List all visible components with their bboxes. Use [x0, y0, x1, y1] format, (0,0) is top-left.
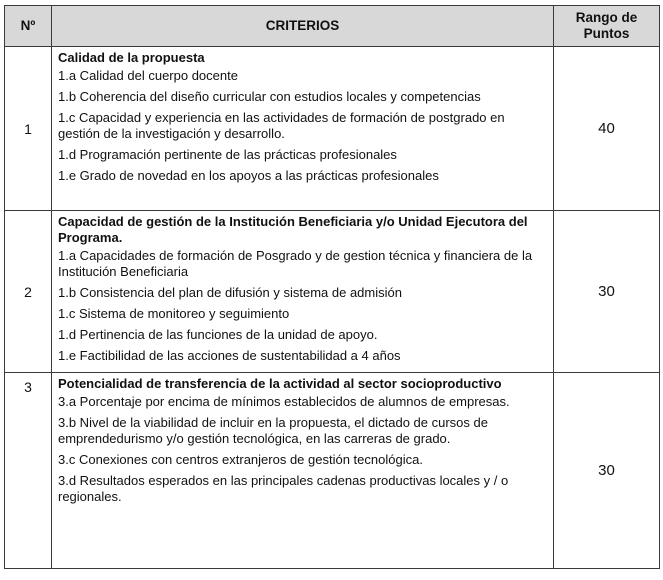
- table-header-row: [5, 6, 660, 47]
- criteria-item: 3.a Porcentaje por encima de mínimos establecidos de alumnos de empresas.: [58, 394, 510, 409]
- table-row: [5, 47, 660, 211]
- criteria-item: 1.e Factibilidad de las acciones de sustentabilidad a 4 años: [58, 348, 401, 363]
- criteria-table: [4, 5, 660, 569]
- points-cell: 40: [554, 47, 660, 211]
- criteria-title: Capacidad de gestión de la Institución Beneficiaria y/o Unidad Ejecutora del Programa.: [58, 214, 528, 245]
- criteria-item: 1.b Consistencia del plan de difusión y sistema de admisión: [58, 285, 402, 300]
- table-row: [5, 373, 660, 569]
- criteria-item: 3.b Nivel de la viabilidad de incluir en la propuesta, el dictado de cursos de emprendedurismo y/o gestión tecnológica, en las carreras de grado.: [58, 415, 488, 446]
- criteria-item: 1.c Sistema de monitoreo y seguimiento: [58, 306, 290, 321]
- criteria-item: 3.d Resultados esperados en las principales cadenas productivas locales y / o regionales.: [58, 473, 509, 504]
- table-row: [5, 211, 660, 373]
- criteria-title: Potencialidad de transferencia de la actividad al sector socioproductivo: [58, 376, 502, 391]
- points-cell: 30: [554, 211, 660, 373]
- criteria-item: 3.c Conexiones con centros extranjeros de gestión tecnológica.: [58, 452, 423, 467]
- criteria-cell: [52, 47, 554, 211]
- criteria-cell: [52, 211, 554, 373]
- row-number: 3: [5, 373, 52, 569]
- header-number: Nº: [5, 6, 52, 47]
- criteria-item: 1.a Capacidades de formación de Posgrado y de gestion técnica y financiera de la Institución Beneficiaria: [58, 248, 533, 279]
- criteria-table-wrapper: [4, 5, 659, 569]
- points-cell: 30: [554, 373, 660, 569]
- header-criteria: CRITERIOS: [52, 6, 554, 47]
- criteria-item: 1.a Calidad del cuerpo docente: [58, 68, 238, 83]
- row-number: 2: [5, 211, 52, 373]
- criteria-item: 1.e Grado de novedad en los apoyos a las prácticas profesionales: [58, 168, 439, 183]
- criteria-title: Calidad de la propuesta: [58, 50, 205, 65]
- criteria-item: 1.b Coherencia del diseño curricular con estudios locales y competencias: [58, 89, 481, 104]
- criteria-item: 1.c Capacidad y experiencia en las actividades de formación de postgrado en gestión de la investigación y desarrollo.: [58, 110, 505, 141]
- criteria-item: 1.d Programación pertinente de las prácticas profesionales: [58, 147, 397, 162]
- criteria-cell: [52, 373, 554, 569]
- criteria-item: 1.d Pertinencia de las funciones de la unidad de apoyo.: [58, 327, 378, 342]
- header-points: Rango de Puntos: [554, 6, 660, 47]
- row-number: 1: [5, 47, 52, 211]
